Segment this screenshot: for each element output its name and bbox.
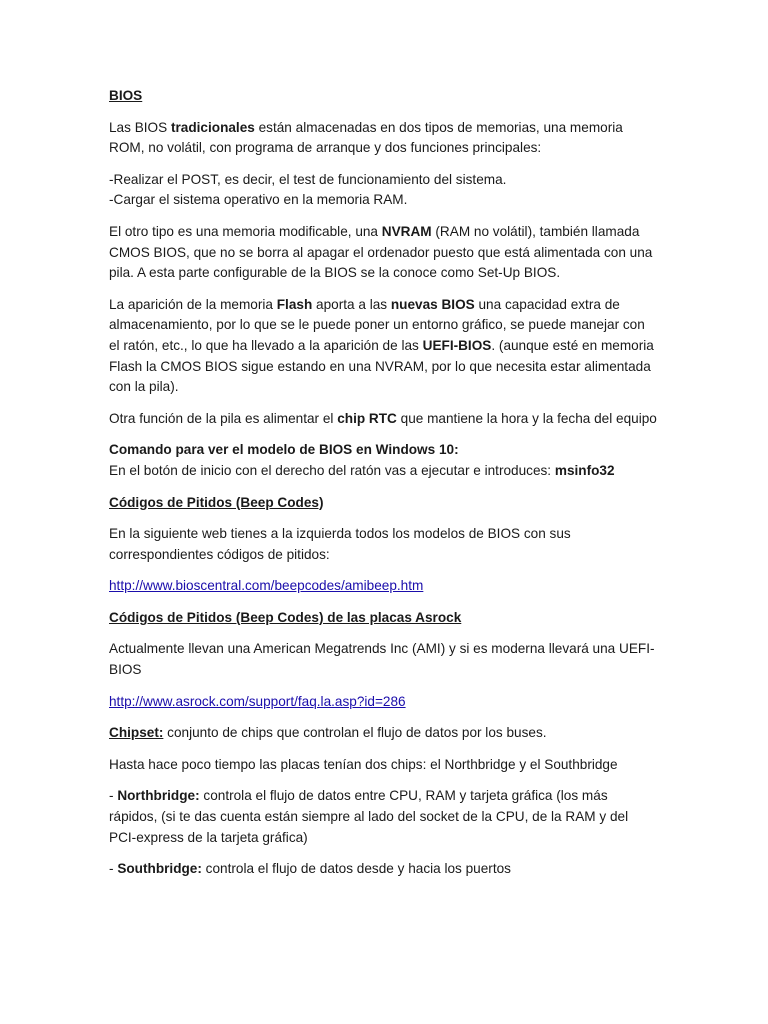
command-name: msinfo32 xyxy=(554,462,615,478)
heading-beep-codes xyxy=(109,493,657,514)
text-run: una capacidad extra de almacenamiento, por lo que se le puede poner un entorno gráfico, se puede manejar con el ratón, etc., lo que ha llevado a la aparición de las xyxy=(109,296,645,353)
text-run: El otro tipo es una memoria modificable, una xyxy=(109,223,382,239)
paragraph-flash xyxy=(109,295,657,398)
command-heading: Comando para ver el modelo de BIOS en Windows 10: xyxy=(109,442,459,458)
text-run: La aparición de la memoria xyxy=(109,296,277,312)
text-line: -Realizar el POST, es decir, el test de funcionamiento del sistema. xyxy=(109,171,507,187)
bold-run: Flash xyxy=(276,296,313,312)
text-run: Actualmente llevan una American Megatrends Inc (AMI) y si es moderna llevará una UEFI-BIOS xyxy=(109,641,655,678)
paragraph-northbridge xyxy=(109,786,657,848)
paragraph-southbridge xyxy=(109,859,657,880)
text-run: Hasta hace poco tiempo las placas tenían dos chips: el Northbridge y el Southbridge xyxy=(109,756,618,772)
document-page xyxy=(109,86,657,891)
bold-run: NVRAM xyxy=(381,223,432,239)
paragraph-rtc xyxy=(109,409,657,430)
text-line: -Cargar el sistema operativo en la memoria RAM. xyxy=(109,192,408,208)
paragraph-link-asrock xyxy=(109,692,657,713)
southbridge-term: Southbridge: xyxy=(117,861,202,877)
chipset-term: Chipset: xyxy=(109,725,164,741)
bold-run: UEFI-BIOS xyxy=(422,337,492,353)
doc-title-text: BIOS xyxy=(109,88,143,103)
text-run: (RAM no volátil), también llamada CMOS BIOS, que no se borra al apagar el ordenador puesto que está alimentada con una pila. A esta parte configurable de la BIOS se la conoce como Set-Up BIOS. xyxy=(109,223,653,281)
text-run: . (aunque esté en memoria Flash la CMOS BIOS sigue estando en una NVRAM, por lo que necesita estar alimentada con la pila). xyxy=(109,337,654,395)
paragraph-chipset xyxy=(109,723,657,744)
text-run: conjunto de chips que controlan el flujo de datos por los buses. xyxy=(163,725,547,741)
paragraph-link-bioscentral xyxy=(109,576,657,597)
text-run: aporta a las xyxy=(312,296,391,312)
paragraph-command xyxy=(109,440,657,481)
text-run: Las BIOS xyxy=(109,119,171,135)
heading-text: Códigos de Pitidos (Beep Codes) xyxy=(109,494,324,510)
bold-run: chip RTC xyxy=(337,410,397,426)
paragraph-functions xyxy=(109,170,657,211)
heading-text: Códigos de Pitidos (Beep Codes) de las placas Asrock xyxy=(109,609,462,625)
text-run: En la siguiente web tienes a la izquierda todos los modelos de BIOS con sus correspondientes códigos de pitidos: xyxy=(109,526,571,562)
paragraph-ami xyxy=(109,639,657,680)
text-run: - xyxy=(109,788,118,804)
paragraph-nvram xyxy=(109,222,657,284)
heading-asrock xyxy=(109,608,657,629)
text-run: - xyxy=(109,861,118,877)
northbridge-term: Northbridge: xyxy=(117,788,200,804)
doc-title xyxy=(109,86,657,107)
paragraph-bios-traditional xyxy=(109,118,657,159)
text-run: controla el flujo de datos desde y hacia los puertos xyxy=(201,861,511,877)
text-run: están almacenadas en dos tipos de memorias, una memoria ROM, no volátil, con programa de arranque y dos funciones principales: xyxy=(109,119,623,156)
text-run: Otra función de la pila es alimentar el xyxy=(109,410,338,426)
paragraph-two-chips xyxy=(109,755,657,776)
bioscentral-link[interactable]: http://www.bioscentral.com/beepcodes/amibeep.htm xyxy=(109,578,424,594)
text-run: controla el flujo de datos entre CPU, RAM y tarjeta gráfica (los más rápidos, (si te das cuenta están siempre al lado del socket de la CPU, de la RAM y del PCI-express de la tarjeta gráfica) xyxy=(109,788,629,845)
paragraph-beep-web xyxy=(109,524,657,565)
bold-run: nuevas BIOS xyxy=(390,296,475,312)
bold-run: tradicionales xyxy=(170,119,255,135)
text-run: que mantiene la hora y la fecha del equipo xyxy=(396,410,657,426)
text-run: En el botón de inicio con el derecho del ratón vas a ejecutar e introduces: xyxy=(109,462,555,478)
asrock-link[interactable]: http://www.asrock.com/support/faq.la.asp?id=286 xyxy=(109,693,406,709)
